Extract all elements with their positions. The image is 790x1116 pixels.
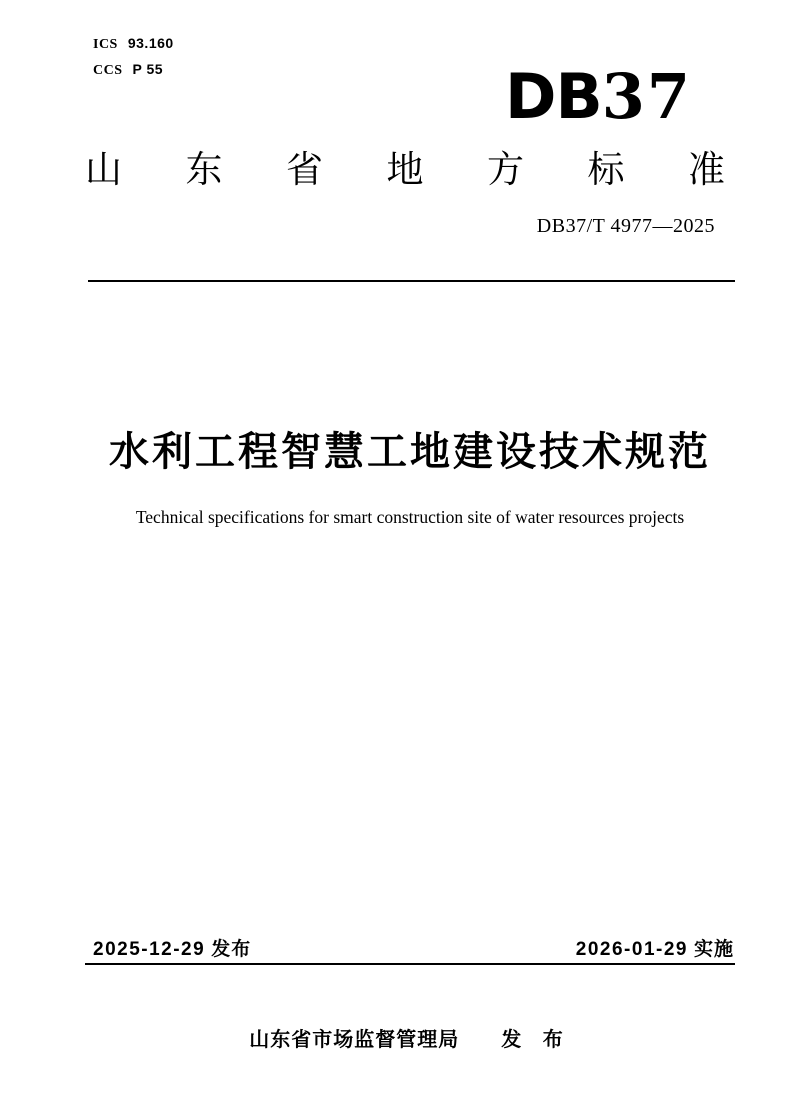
standard-name-char: 山 bbox=[85, 149, 122, 190]
standard-name-char: 东 bbox=[185, 149, 223, 190]
document-title-cn: 水利工程智慧工地建设技术规范 bbox=[109, 430, 711, 474]
db37-logo-number: 37 bbox=[601, 60, 692, 133]
db37-logo bbox=[504, 60, 692, 133]
implementation-label: 实施 bbox=[693, 939, 734, 960]
publisher-row bbox=[85, 1023, 735, 1052]
db37-logo-letters: DB bbox=[504, 60, 602, 133]
publisher-name: 山东省市场监督管理局 bbox=[249, 1029, 460, 1051]
publish-label: 发 布 bbox=[501, 1029, 571, 1051]
standard-name-char: 标 bbox=[587, 149, 625, 190]
header-rule bbox=[88, 280, 735, 282]
standard-name-char: 准 bbox=[688, 149, 725, 190]
ccs-label: CCS bbox=[93, 63, 123, 78]
issue-label: 发布 bbox=[211, 939, 252, 960]
classification-codes bbox=[93, 31, 174, 83]
footer-rule bbox=[85, 963, 735, 965]
title-block bbox=[85, 428, 735, 528]
dates-row bbox=[93, 934, 734, 961]
issue-date: 2025-12-29 bbox=[93, 939, 206, 960]
implementation-date-group bbox=[576, 934, 734, 961]
standard-name-char: 省 bbox=[286, 149, 323, 190]
document-title-en: Technical specifications for smart construction site of water resources projects bbox=[135, 507, 685, 527]
standard-name-char: 地 bbox=[386, 149, 424, 190]
ics-label: ICS bbox=[93, 37, 118, 52]
standard-number: DB37/T 4977—2025 bbox=[536, 215, 715, 237]
issue-date-group bbox=[93, 934, 251, 961]
ccs-value: P 55 bbox=[132, 61, 164, 77]
ccs-line bbox=[93, 57, 174, 83]
ics-value: 93.160 bbox=[127, 35, 174, 51]
implementation-date: 2026-01-29 bbox=[575, 939, 688, 960]
standard-name-row bbox=[85, 148, 725, 192]
standard-name-char: 方 bbox=[487, 149, 524, 190]
ics-line bbox=[93, 31, 174, 57]
